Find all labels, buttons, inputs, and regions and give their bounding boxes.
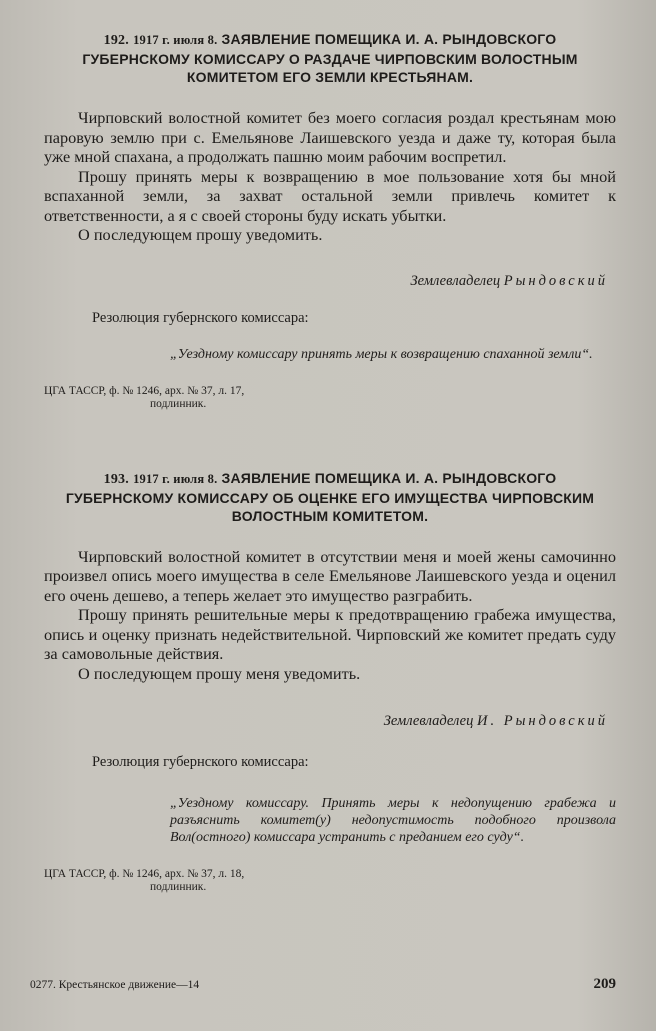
document-193 <box>44 469 616 895</box>
resolution-label: Резолюция губернского комиссара: <box>92 309 309 326</box>
archive-note: подлинник. <box>150 397 207 410</box>
document-date: 1917 г. июля 8. <box>133 471 218 486</box>
paragraph: О последующем прошу уведомить. <box>78 225 323 244</box>
paragraph: Прошу принять решительные меры к предотвращению грабежа имущества, опись и оценку признать недействительной. Чирповский же комитет предать суду за самовольные действия. <box>44 605 616 663</box>
document-title: ЗАЯВЛЕНИЕ ПОМЕЩИКА И. А. РЫНДОВСКОГО ГУБЕРНСКОМУ КОМИССАРУ О РАЗДАЧЕ ЧИРПОВСКИМ ВОЛОСТНЫМ КОМИТЕТОМ ЕГО ЗЕМЛИ КРЕСТЬЯНАМ. <box>82 31 578 85</box>
signature-title: Землевладелец <box>383 713 474 729</box>
resolution-text: „Уездному комиссару. Принять меры к недопущению грабежа и разъяснить комитет(у) недопустимость подобного произвола Вол(остного) комиссара устранить с преданием его суду“. <box>170 796 616 845</box>
document-body <box>44 547 616 684</box>
document-192 <box>44 30 616 411</box>
archive-reference <box>44 385 616 411</box>
document-title: ЗАЯВЛЕНИЕ ПОМЕЩИКА И. А. РЫНДОВСКОГО ГУБЕРНСКОМУ КОМИССАРУ ОБ ОЦЕНКЕ ЕГО ИМУЩЕСТВА ЧИРПОВСКИМ ВОЛОСТНЫМ КОМИТЕТОМ. <box>65 469 595 524</box>
page-footer <box>30 976 616 993</box>
document-date: 1917 г. июля 8. <box>133 33 218 47</box>
signature <box>44 713 608 730</box>
signature <box>44 273 608 290</box>
document-body <box>44 108 616 245</box>
paragraph: Чирповский волостной комитет в отсутствии меня и моей жены самочинно произвел опись моего имущества в селе Емельянове Лаишевского уезда и оценил его очень дешево, а теперь желает это имущество разграбить. <box>44 546 616 605</box>
document-header <box>48 30 612 86</box>
archive-ref-line: ЦГА ТАССР, ф. № 1246, арх. № 37, л. 18, <box>44 868 245 880</box>
document-header <box>48 469 612 525</box>
document-number: 192. <box>103 33 129 48</box>
archive-reference <box>44 868 616 894</box>
signature-name: Рындовский <box>503 272 608 289</box>
signature-mark: 0277. Крестьянское движение—14 <box>30 979 200 991</box>
paragraph: Прошу принять меры к возвращению в мое пользование хотя бы мной вспаханной земли, за захват остальной земли привлечь комитет к ответственности, а я с своей стороны буду искать убытки. <box>44 166 616 225</box>
resolution-label: Резолюция губернского комиссара: <box>92 754 309 770</box>
signature-name: И. Рындовский <box>477 713 608 729</box>
archive-note: подлинник. <box>150 881 207 893</box>
paragraph: Чирповский волостной комитет без моего согласия роздал крестьянам мою паровую землю при с. Емельянове Лаишевского уезда и даже ту, которая была уже мной спахана, а продолжать пашню моим рабочим воспретил. <box>44 108 616 166</box>
resolution-text: „Уездному комиссару принять меры к возвращению спаханной земли“. <box>170 346 593 362</box>
paragraph: О последующем прошу меня уведомить. <box>78 663 361 683</box>
archive-ref-line: ЦГА ТАССР, ф. № 1246, арх. № 37, л. 17, <box>44 384 245 397</box>
signature-title: Землевладелец <box>410 272 501 289</box>
page-number: 209 <box>593 976 616 992</box>
document-number: 193. <box>103 471 129 487</box>
